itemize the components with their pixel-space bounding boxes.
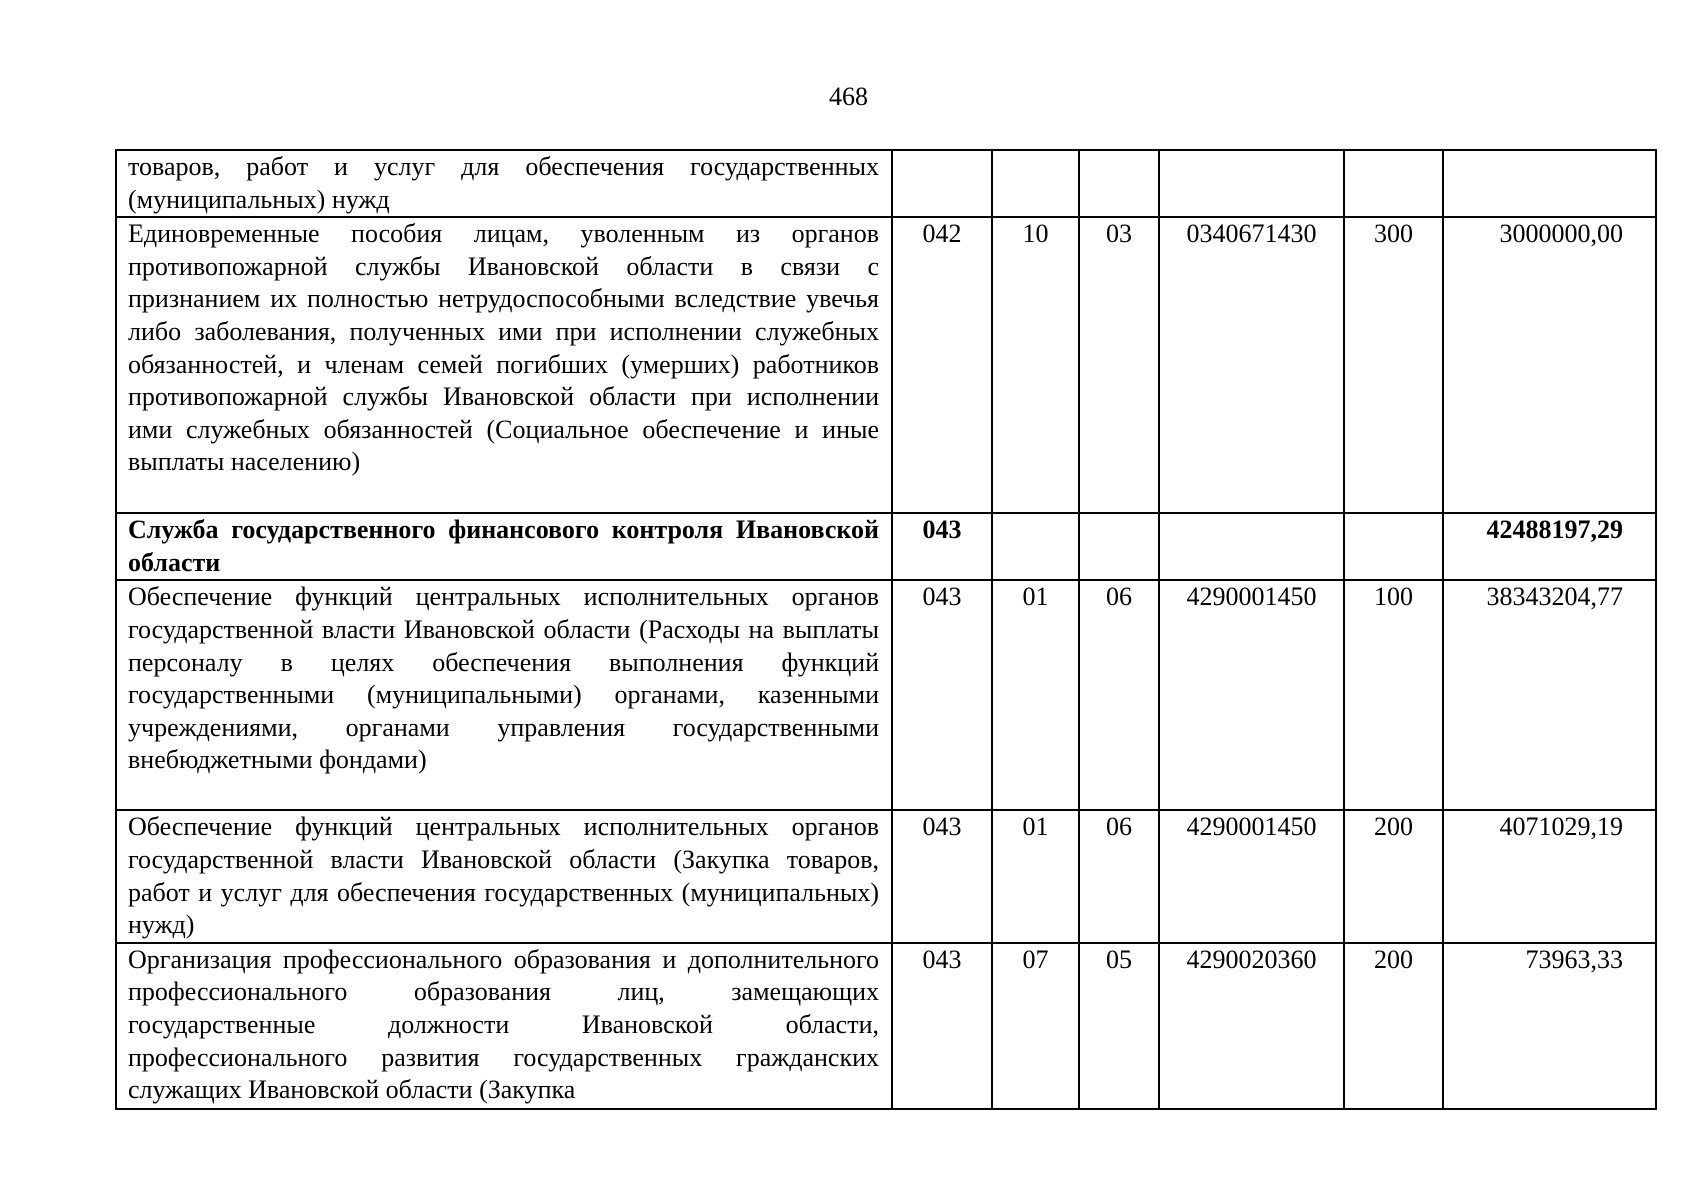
expense-type-code: 100	[1344, 580, 1443, 810]
target-article-code	[1159, 513, 1344, 580]
row-description: Организация профессионального образования и дополнительного профессионального образования лиц, замещающих государственные должности Ивановской области, профессионального развития государственных гражданских служащих Ивановской области (Закупка	[116, 943, 892, 1109]
row-description: товаров, работ и услуг для обеспечения государственных (муниципальных) нужд	[116, 150, 892, 217]
target-article-code	[1159, 150, 1344, 217]
ministry-code: 042	[892, 217, 992, 513]
row-description: Обеспечение функций центральных исполнительных органов государственной власти Ивановской области (Расходы на выплаты персоналу в целях обеспечения выполнения функций государственными (муниципальными) органами, казенными учреждениями, органами управления государственными внебюджетными фондами)	[116, 580, 892, 810]
expense-type-code	[1344, 150, 1443, 217]
subsection-code: 03	[1079, 217, 1159, 513]
table-row	[116, 810, 1656, 942]
section-code: 10	[992, 217, 1079, 513]
section-code: 01	[992, 810, 1079, 942]
row-description: Обеспечение функций центральных исполнительных органов государственной власти Ивановской области (Закупка товаров, работ и услуг для обеспечения государственных (муниципальных) нужд)	[116, 810, 892, 942]
budget-table	[115, 149, 1657, 1110]
subsection-code	[1079, 150, 1159, 217]
ministry-code	[892, 150, 992, 217]
amount: 42488197,29	[1443, 513, 1656, 580]
ministry-code: 043	[892, 810, 992, 942]
subsection-code: 06	[1079, 810, 1159, 942]
target-article-code: 4290001450	[1159, 810, 1344, 942]
table-row	[116, 580, 1656, 810]
table-row	[116, 217, 1656, 513]
expense-type-code: 300	[1344, 217, 1443, 513]
amount: 3000000,00	[1443, 217, 1656, 513]
page-number: 468	[829, 82, 868, 111]
row-description: Единовременные пособия лицам, уволенным из органов противопожарной службы Ивановской области в связи с признанием их полностью нетрудоспособными вследствие увечья либо заболевания, полученных ими при исполнении служебных обязанностей, и членам семей погибших (умерших) работников противопожарной службы Ивановской области при исполнении ими служебных обязанностей (Социальное обеспечение и иные выплаты населению)	[116, 217, 892, 513]
expense-type-code	[1344, 513, 1443, 580]
table-row	[116, 943, 1656, 1109]
subsection-code: 06	[1079, 580, 1159, 810]
subsection-code: 05	[1079, 943, 1159, 1109]
section-code	[992, 150, 1079, 217]
ministry-code: 043	[892, 580, 992, 810]
target-article-code: 0340671430	[1159, 217, 1344, 513]
section-code: 07	[992, 943, 1079, 1109]
target-article-code: 4290001450	[1159, 580, 1344, 810]
section-code: 01	[992, 580, 1079, 810]
amount: 38343204,77	[1443, 580, 1656, 810]
amount: 4071029,19	[1443, 810, 1656, 942]
table-row	[116, 513, 1656, 580]
table-row	[116, 150, 1656, 217]
ministry-code: 043	[892, 943, 992, 1109]
target-article-code: 4290020360	[1159, 943, 1344, 1109]
row-description: Служба государственного финансового контроля Ивановской области	[116, 513, 892, 580]
amount	[1443, 150, 1656, 217]
section-code	[992, 513, 1079, 580]
amount: 73963,33	[1443, 943, 1656, 1109]
subsection-code	[1079, 513, 1159, 580]
expense-type-code: 200	[1344, 810, 1443, 942]
ministry-code: 043	[892, 513, 992, 580]
expense-type-code: 200	[1344, 943, 1443, 1109]
